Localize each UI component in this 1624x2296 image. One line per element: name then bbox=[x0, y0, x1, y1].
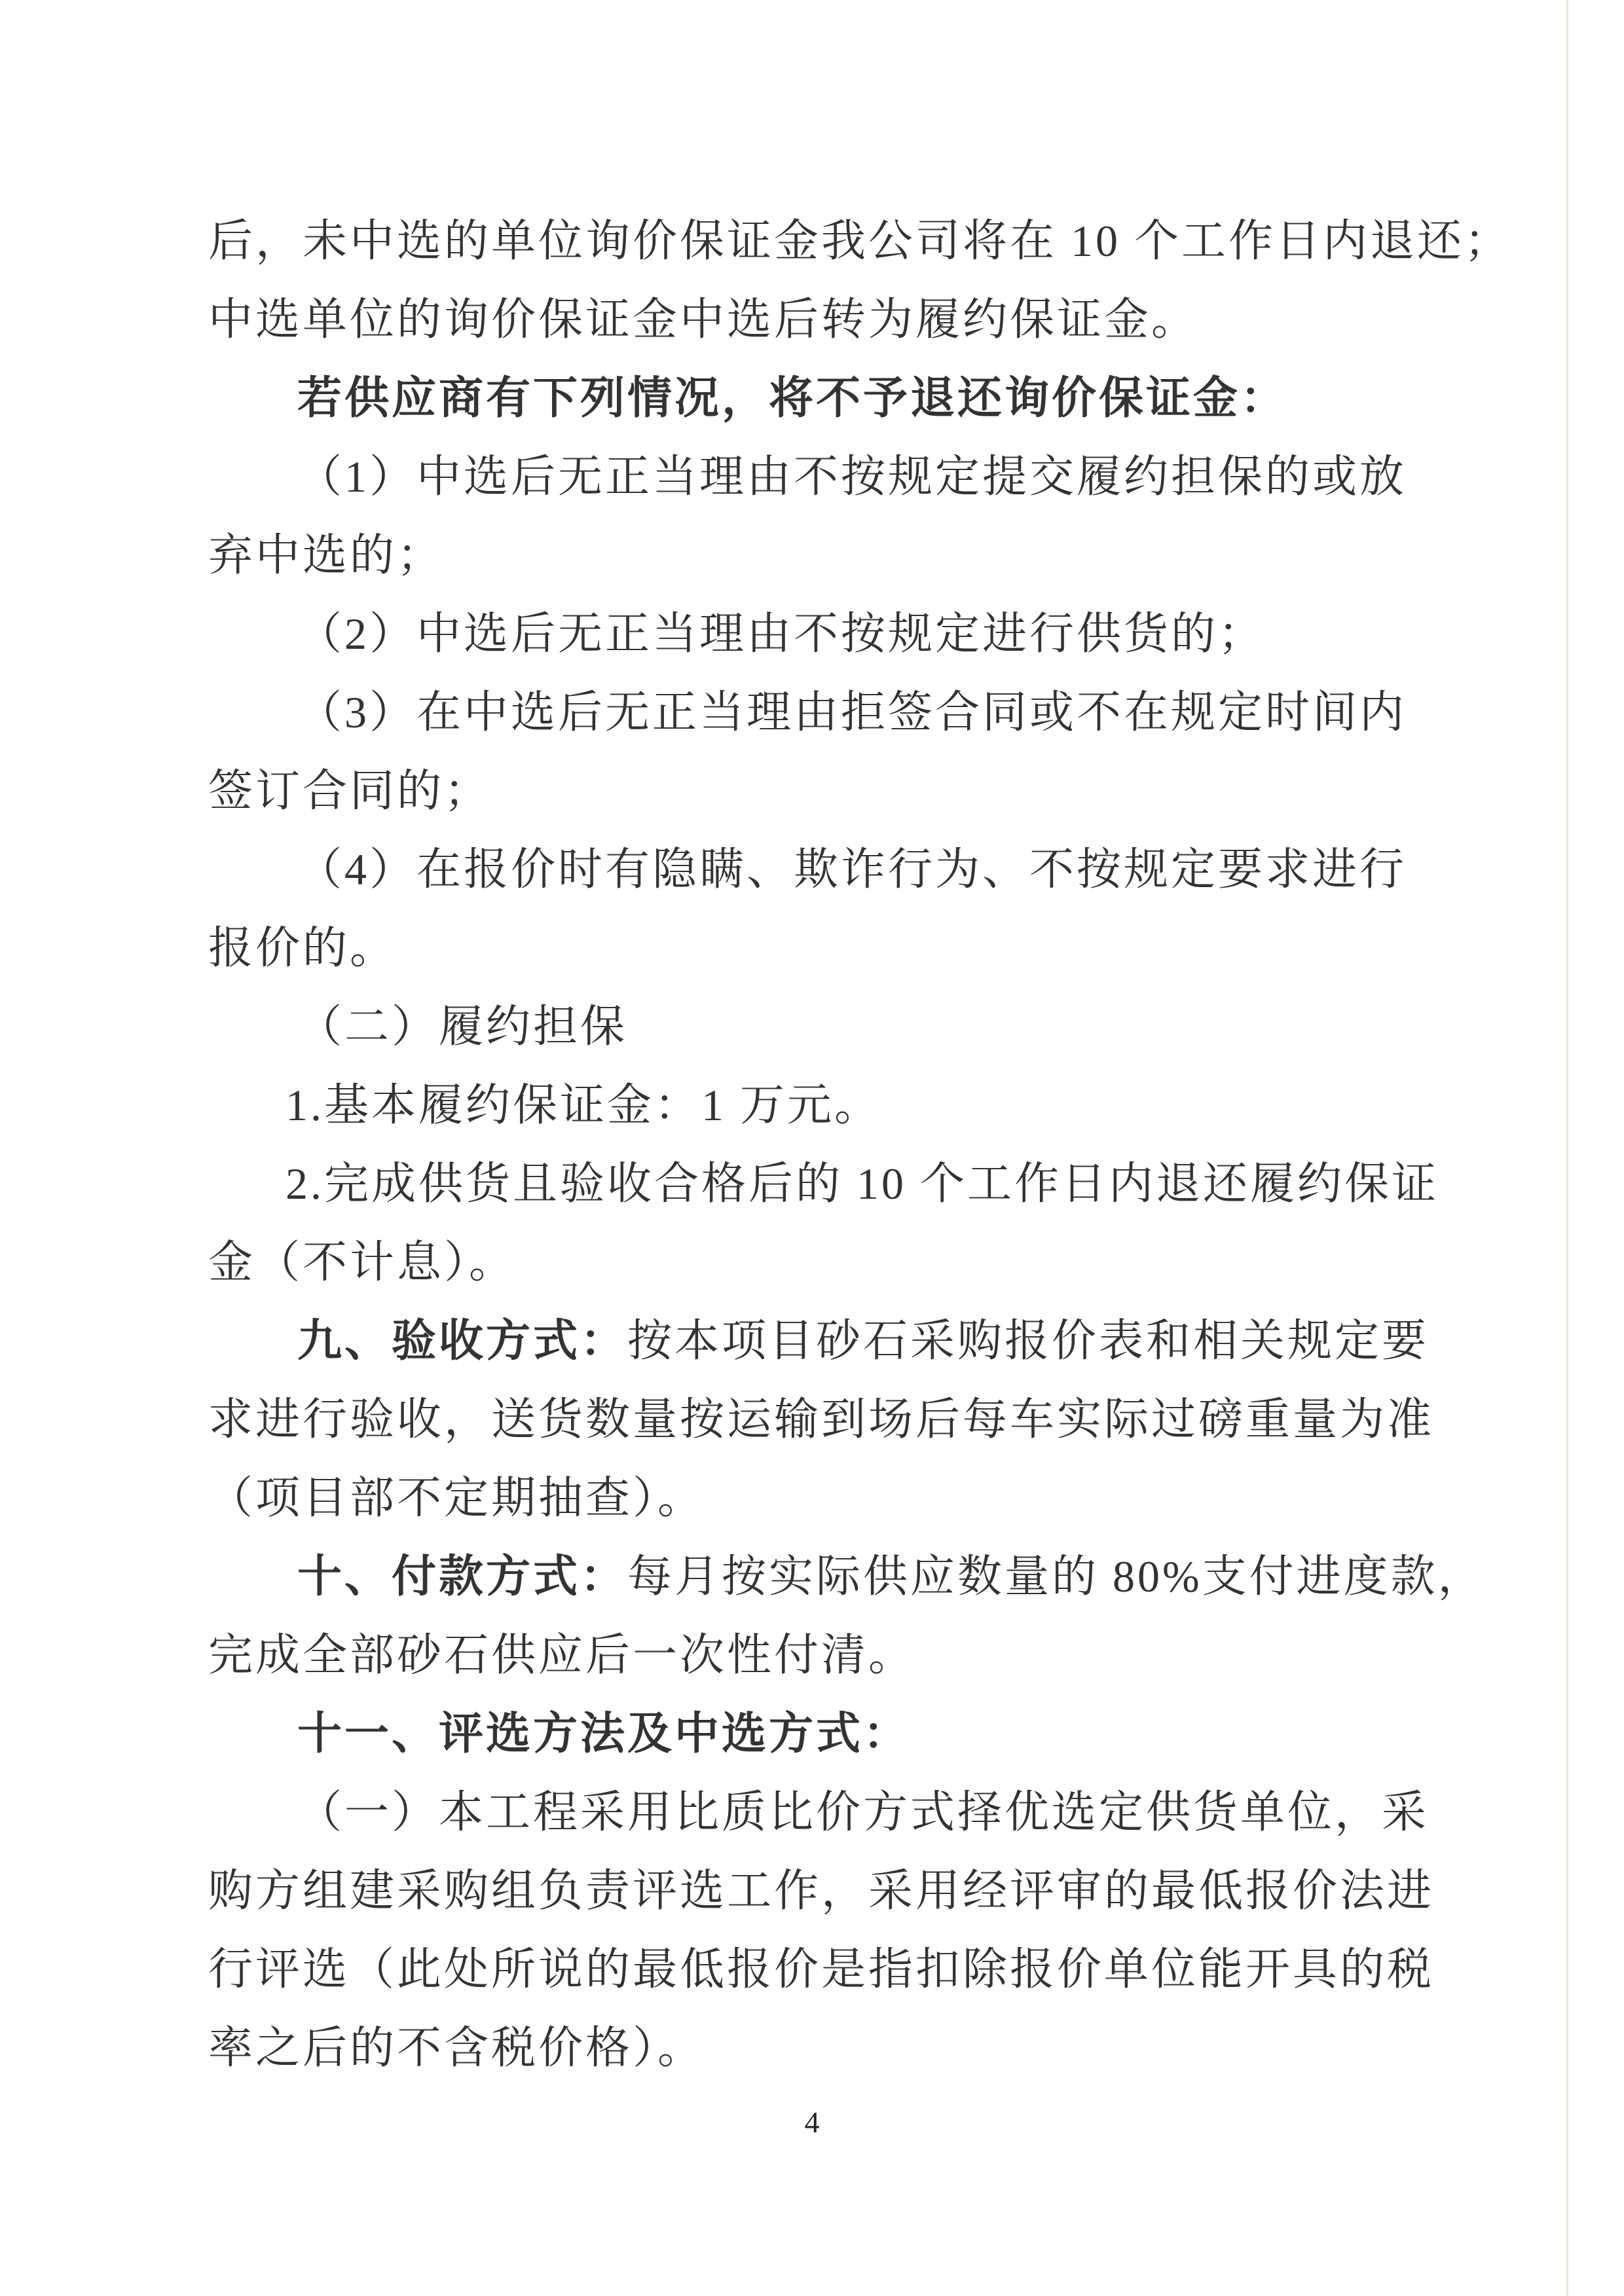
text-line bbox=[208, 1930, 1439, 2009]
text-line bbox=[208, 987, 1439, 1066]
section-heading: 十、付款方式： bbox=[297, 1552, 628, 1601]
text-line bbox=[208, 1773, 1439, 1851]
line-text: （1）中选后无正当理由不按规定提交履约担保的或放 bbox=[297, 452, 1407, 501]
line-text: （一）本工程采用比质比价方式择优选定供货单位，采 bbox=[297, 1787, 1430, 1837]
text-line bbox=[208, 909, 1439, 987]
section-heading: 九、验收方式： bbox=[297, 1316, 628, 1366]
text-line bbox=[208, 280, 1439, 359]
line-text: 报价的。 bbox=[208, 923, 397, 973]
text-line bbox=[208, 1459, 1439, 1537]
line-text: 签订合同的； bbox=[208, 766, 492, 816]
text-line bbox=[208, 594, 1439, 673]
page-number: 4 bbox=[804, 2105, 820, 2139]
section-heading: 十一、评选方法及中选方式： bbox=[297, 1709, 911, 1758]
line-text: 按本项目砂石采购报价表和相关规定要 bbox=[627, 1316, 1430, 1366]
text-line bbox=[208, 1537, 1485, 1616]
line-text: 后，未中选的单位询价保证金我公司将在 10 个工作日内退还； bbox=[208, 216, 1512, 266]
line-text: （4）在报价时有隐瞒、欺诈行为、不按规定要求进行 bbox=[297, 845, 1407, 894]
line-text: 每月按实际供应数量的 80%支付进度款， bbox=[627, 1552, 1485, 1601]
document-body bbox=[208, 202, 1512, 2087]
line-head: 若供应商有下列情况，将不予退还询价保证金： bbox=[297, 373, 1288, 423]
text-line bbox=[208, 1694, 1439, 1773]
line-text: 1.基本履约保证金：1 万元。 bbox=[286, 1080, 882, 1130]
text-line bbox=[208, 1066, 1439, 1144]
text-line bbox=[208, 202, 1512, 280]
line-text: 求进行验收，送货数量按运输到场后每车实际过磅重量为准 bbox=[208, 1394, 1435, 1444]
text-line bbox=[208, 1616, 1439, 1694]
text-line bbox=[208, 830, 1439, 909]
line-text: （3）在中选后无正当理由拒签合同或不在规定时间内 bbox=[297, 687, 1407, 737]
text-line bbox=[208, 516, 1439, 594]
scan-edge-artifact bbox=[1566, 0, 1568, 2296]
line-text: （2）中选后无正当理由不按规定进行供货的； bbox=[297, 609, 1266, 659]
line-text: 购方组建采购组负责评选工作，采用经评审的最低报价法进 bbox=[208, 1866, 1435, 1916]
line-text: 弃中选的； bbox=[208, 530, 445, 580]
line-text: 中选单位的询价保证金中选后转为履约保证金。 bbox=[208, 295, 1199, 344]
text-line bbox=[208, 1144, 1439, 1223]
line-text: 2.完成供货且验收合格后的 10 个工作日内退还履约保证 bbox=[286, 1159, 1439, 1209]
text-line bbox=[208, 1302, 1439, 1380]
line-text: 行评选（此处所说的最低报价是指扣除报价单位能开具的税 bbox=[208, 1944, 1435, 1994]
line-text: 金（不计息）。 bbox=[208, 1237, 517, 1287]
line-text: 完成全部砂石供应后一次性付清。 bbox=[208, 1630, 916, 1680]
line-text: 率之后的不含税价格）。 bbox=[208, 2023, 705, 2073]
text-line bbox=[208, 1851, 1439, 1930]
text-line bbox=[208, 437, 1439, 516]
line-text: （二）履约担保 bbox=[297, 1002, 628, 1051]
text-line bbox=[208, 1380, 1439, 1459]
text-line bbox=[208, 1223, 1439, 1302]
line-text: （项目部不定期抽查）。 bbox=[208, 1473, 705, 1523]
text-line bbox=[208, 2009, 1439, 2087]
text-line bbox=[208, 359, 1439, 437]
text-line bbox=[208, 752, 1439, 830]
text-line bbox=[208, 673, 1439, 752]
